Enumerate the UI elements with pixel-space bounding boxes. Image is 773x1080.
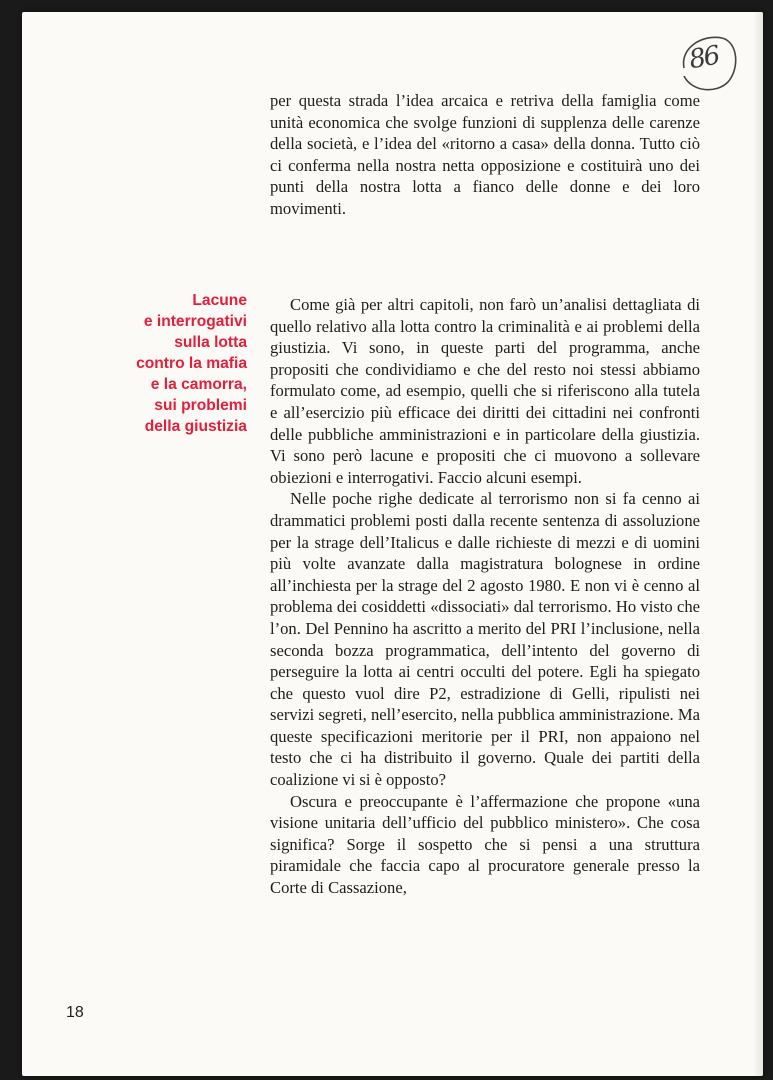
paragraph-text: Nelle poche righe dedicate al terrorismo non si fa cenno ai drammatici problemi posti dalla recente sentenza di assoluzione per la strage dell’Italicus e dalle richieste di mezzi e di uomini più volte avanzate dalla magistratura bolognese in ordine all’inchiesta per la strage del 2 agosto 1980. E non vi è cenno al problema dei cosiddetti «dissociati» dal terrorismo. Ho visto che l’on. Del Pennino ha ascritto a merito del PRI l’inclusione, nella seconda bozza programmatica, dell’intento del governo di perseguire la lotta ai centri occulti del potere. Egli ha spiegato che questo vuol dire P2, estradizione di Gelli, ripulisti nei servizi segreti, nell’esercito, nella pubblica amministrazione. Ma queste specificazioni meritorie per il PRI, non appaiono nel testo che ci ha distribuito il governo. Quale dei partiti della coalizione vi si è opposto? <box>270 489 700 790</box>
top-paragraph <box>270 90 700 220</box>
margin-heading-line: Lacune <box>192 292 247 309</box>
paragraph-text: Oscura e preoccupante è l’affermazione che propone «una visione unitaria dell’ufficio del pubblico ministero». Che cosa significa? Sorge il sospetto che si pensi a una struttura piramidale che faccia capo al procuratore generale presso la Corte di Cassazione, <box>270 791 700 898</box>
paragraph-text: per questa strada l’idea arcaica e retriva della famiglia come unità economica che svolge funzioni di supplenza delle carenze della società, e l’idea del «ritorno a casa» della donna. Tutto ciò ci conferma nella nostra netta opposizione e costituirà uno dei punti della nostra lotta a fianco delle donne e dei loro movimenti. <box>270 91 700 218</box>
handwritten-page-mark: 86 <box>686 40 721 76</box>
margin-heading-line: e interrogativi <box>143 313 247 330</box>
document-page <box>22 12 763 1076</box>
margin-heading-line: contro la mafia <box>136 355 247 372</box>
margin-heading-line: sulla lotta <box>174 334 247 351</box>
main-text-column <box>270 294 700 899</box>
margin-heading-line: e la camorra, <box>150 376 247 393</box>
page-number: 18 <box>66 1004 84 1021</box>
margin-heading-line: sui problemi <box>154 397 247 414</box>
page-edge-shadow <box>753 12 763 1076</box>
margin-heading <box>82 290 247 437</box>
margin-heading-line: della giustizia <box>144 418 247 435</box>
paragraph-text: Come già per altri capitoli, non farò un’analisi dettagliata di quello relativo alla lotta contro la criminalità e ai problemi della giustizia. Vi sono, in queste parti del programma, anche propositi che condividiamo e che del resto noi stessi abbiamo formulato come, ad esempio, quelli che si riferiscono alla tutela e all’esercizio più efficace dei diritti dei cittadini nei confronti delle pubbliche amministrazioni e in particolare della giustizia. Vi sono però lacune e propositi che ci muovono a sollevare obiezioni e interrogativi. Faccio alcuni esempi. <box>270 295 700 487</box>
